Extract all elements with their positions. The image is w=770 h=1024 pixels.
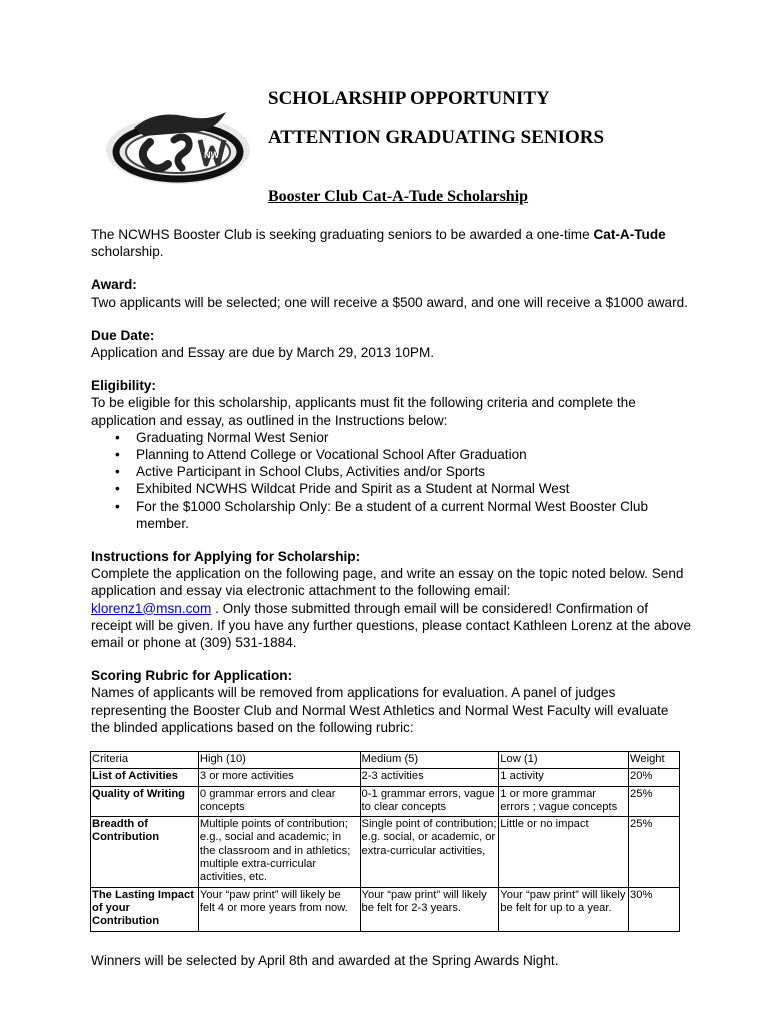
svg-text:NW: NW bbox=[204, 150, 219, 160]
table-cell: Your “paw print” will likely be felt for 2-3 years. bbox=[360, 887, 499, 931]
instructions-text-part: Complete the application on the following page, and write an essay on the topic noted below. Send application and essay via electronic attachment to the following email: bbox=[91, 566, 684, 599]
weight-cell: 25% bbox=[629, 786, 680, 817]
table-header: Criteria bbox=[91, 752, 199, 769]
table-header: Low (1) bbox=[499, 752, 629, 769]
list-item: • Exhibited NCWHS Wildcat Pride and Spirit as a Student at Normal West bbox=[136, 480, 691, 497]
table-cell: Your “paw print” will likely be felt 4 or more years from now. bbox=[198, 887, 360, 931]
page-title-secondary: ATTENTION GRADUATING SENIORS bbox=[268, 127, 605, 148]
table-cell: 3 or more activities bbox=[198, 769, 360, 786]
eligibility-heading: Eligibility: bbox=[91, 378, 156, 394]
table-cell: Little or no impact bbox=[499, 817, 629, 887]
weight-cell: 20% bbox=[629, 769, 680, 786]
footer-note: Winners will be selected by April 8th and awarded at the Spring Awards Night. bbox=[91, 953, 559, 968]
table-cell: 1 activity bbox=[499, 769, 629, 786]
document-body bbox=[91, 226, 691, 736]
scholarship-subtitle: Booster Club Cat-A-Tude Scholarship bbox=[268, 188, 529, 205]
criteria-cell: Quality of Writing bbox=[91, 786, 199, 817]
table-row bbox=[91, 887, 680, 931]
logo-graphic bbox=[104, 108, 252, 188]
instructions-text-part: . Only those submitted through email will be considered! Confirmation of receipt will be given. If you have any further questions, please contact Kathleen Lorenz at the above email or phone at (309) 531-1884. bbox=[91, 600, 692, 651]
table-header: Medium (5) bbox=[360, 752, 499, 769]
weight-cell: 25% bbox=[629, 817, 680, 887]
page-title: SCHOLARSHIP OPPORTUNITY bbox=[268, 88, 550, 109]
weight-cell: 30% bbox=[629, 887, 680, 931]
wildcat-paw-logo-icon bbox=[104, 108, 252, 188]
list-item: • Active Participant in School Clubs, Activities and/or Sports bbox=[136, 463, 691, 480]
scoring-text: Names of applicants will be removed from applications for evaluation. A panel of judges representing the Booster Club and Normal West Athletics and Normal West Faculty will evaluate the blinded applications based on the following rubric: bbox=[91, 685, 669, 735]
list-item: • Planning to Attend College or Vocational School After Graduation bbox=[136, 446, 691, 463]
table-cell: 0 grammar errors and clear concepts bbox=[198, 786, 360, 817]
due-date-text: Application and Essay are due by March 29, 2013 10PM. bbox=[91, 345, 435, 361]
award-text: Two applicants will be selected; one will receive a $500 award, and one will receive a $1000 award. bbox=[91, 294, 688, 310]
eligibility-text: To be eligible for this scholarship, applicants must fit the following criteria and complete the application and essay, as outlined in the Instructions below: bbox=[91, 395, 636, 428]
list-item: • For the $1000 Scholarship Only: Be a student of a current Normal West Booster Club member. bbox=[136, 498, 691, 532]
email-link[interactable]: klorenz1@msn.com bbox=[91, 600, 212, 616]
award-heading: Award: bbox=[91, 277, 137, 293]
table-row bbox=[91, 817, 680, 887]
table-row bbox=[91, 769, 680, 786]
intro-text: The NCWHS Booster Club is seeking graduating seniors to be awarded a one-time bbox=[91, 227, 594, 242]
criteria-cell: List of Activities bbox=[91, 769, 199, 786]
table-cell: Multiple points of contribution; e.g., social and academic; in the classroom and in athletics; multiple extra-curricular activities, etc. bbox=[198, 817, 360, 887]
intro-text-end: scholarship. bbox=[91, 244, 164, 260]
table-cell: 2-3 activities bbox=[360, 769, 499, 786]
table-header: High (10) bbox=[198, 752, 360, 769]
table-header-row bbox=[91, 752, 680, 769]
criteria-cell: Breadth of Contribution bbox=[91, 817, 199, 887]
instructions-heading: Instructions for Applying for Scholarship: bbox=[91, 549, 361, 565]
scoring-rubric-table bbox=[90, 751, 680, 932]
due-date-heading: Due Date: bbox=[91, 327, 155, 343]
eligibility-criteria-list bbox=[91, 429, 691, 532]
criteria-cell: The Lasting Impact of your Contribution bbox=[91, 887, 199, 931]
scoring-heading: Scoring Rubric for Application: bbox=[91, 668, 293, 684]
table-cell: Your “paw print” will likely be felt for up to a year. bbox=[499, 887, 629, 931]
table-cell: 0-1 grammar errors, vague to clear concepts bbox=[360, 786, 499, 817]
intro-paragraph bbox=[91, 226, 691, 260]
intro-bold-term: Cat-A-Tude bbox=[593, 227, 666, 242]
table-header: Weight bbox=[629, 752, 680, 769]
table-cell: Single point of contribution; e.g. social, or academic, or extra-curricular activities, bbox=[360, 817, 499, 887]
table-cell: 1 or more grammar errors ; vague concepts bbox=[499, 786, 629, 817]
table-row bbox=[91, 786, 680, 817]
instructions-text bbox=[91, 565, 691, 651]
list-item: • Graduating Normal West Senior bbox=[136, 429, 691, 446]
